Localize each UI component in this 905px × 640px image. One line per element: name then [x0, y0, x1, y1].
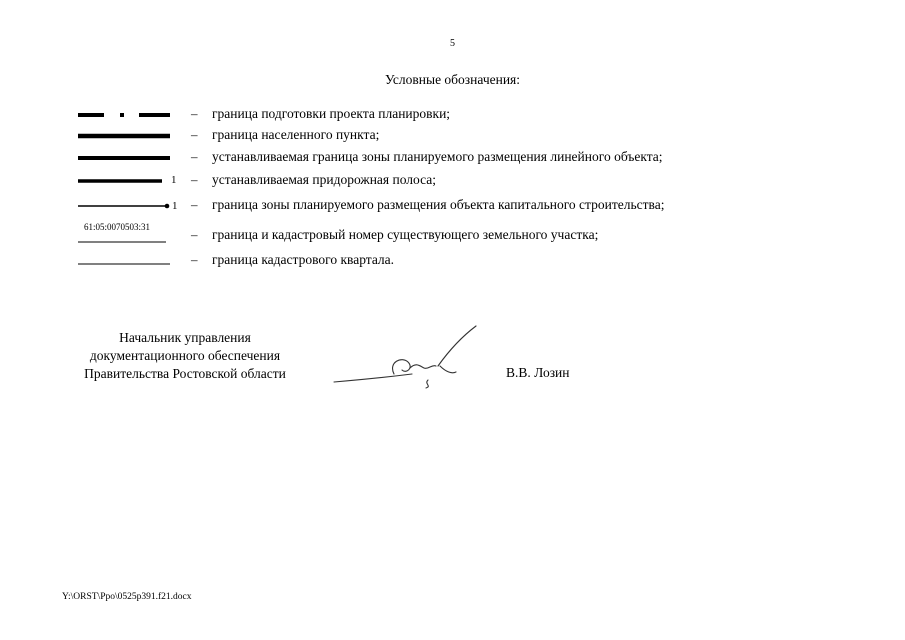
legend-dash: – — [191, 106, 198, 121]
signer-name: В.В. Лозин — [506, 365, 570, 380]
position-line: документационного обеспечения — [89, 348, 281, 363]
legend-dash: – — [191, 197, 198, 212]
page-number: 5 — [450, 38, 455, 49]
legend-row — [70, 104, 790, 126]
legend-row — [70, 125, 790, 147]
legend-text: граница зоны планируемого размещения объекта капитального строительства; — [212, 197, 665, 212]
legend-text: граница подготовки проекта планировки; — [212, 106, 451, 121]
handwritten-signature — [328, 322, 488, 392]
thick-line-icon — [70, 125, 190, 147]
thin-line-icon — [70, 250, 190, 272]
legend-text: граница населенного пункта; — [212, 127, 380, 142]
legend-dash: – — [191, 252, 198, 267]
thick-line-icon — [70, 147, 190, 169]
legend-marker: 1 — [171, 174, 177, 186]
cadastral-number: 61:05:0070503:31 — [84, 222, 151, 232]
legend-title: Условные обозначения: — [384, 72, 521, 87]
legend-dash: – — [191, 149, 198, 164]
legend-text: устанавливаемая граница зоны планируемого размещения линейного объекта; — [212, 149, 663, 164]
legend-row — [70, 222, 790, 247]
legend-text: граница и кадастровый номер существующего земельного участка; — [212, 227, 599, 242]
legend-row — [70, 250, 790, 272]
legend-text: граница кадастрового квартала. — [212, 252, 395, 267]
legend-row — [70, 170, 790, 192]
thin-line-icon — [70, 225, 190, 247]
position-line: Начальник управления — [119, 330, 251, 345]
legend-row — [70, 147, 790, 169]
legend-dash: – — [191, 127, 198, 142]
legend-dash: – — [191, 227, 198, 242]
file-path: Y:\ORST\Ppo\0525p391.f21.docx — [62, 592, 192, 602]
legend-marker: 1 — [172, 200, 178, 212]
signatory-position — [40, 329, 330, 383]
position-line: Правительства Ростовской области — [84, 366, 286, 381]
legend-row — [70, 195, 790, 217]
legend-text: устанавливаемая придорожная полоса; — [212, 172, 437, 187]
legend-dash: – — [191, 172, 198, 187]
dash-dot-border-icon — [70, 104, 190, 126]
